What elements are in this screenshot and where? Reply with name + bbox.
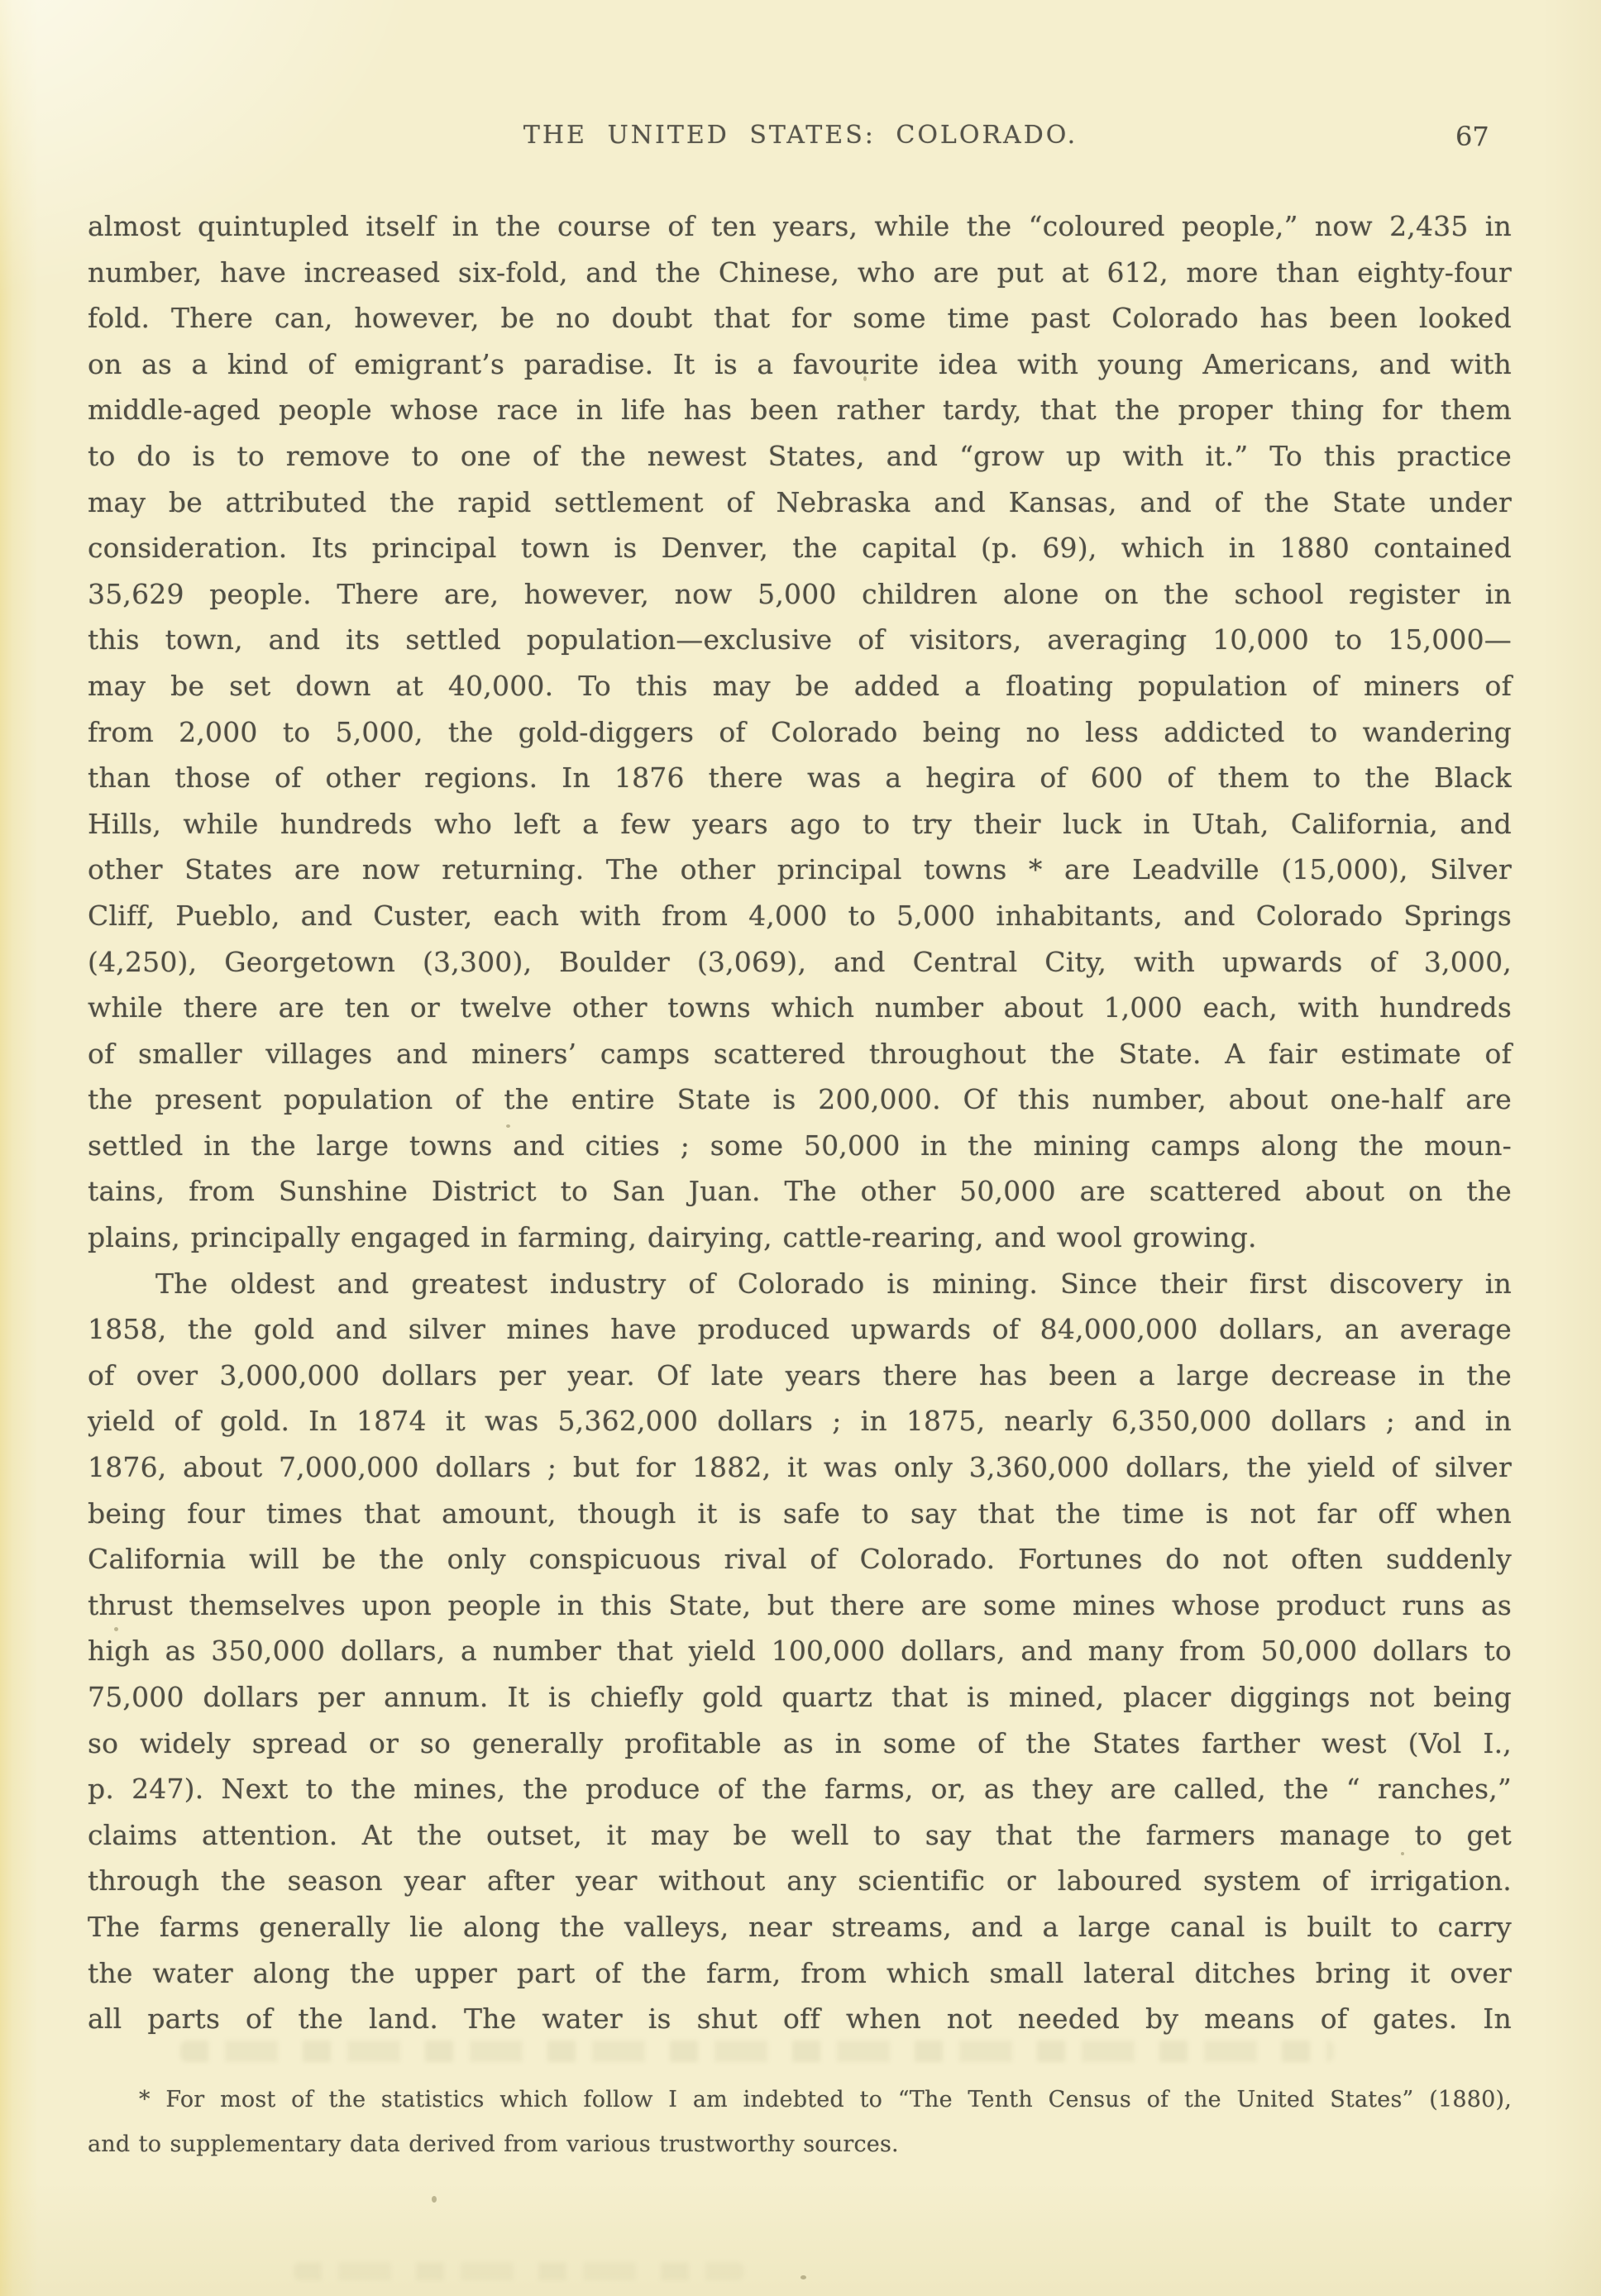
body-text-line: high as 350,000 dollars, a number that yield 100,000 dollars, and many from 50,000 dollars to (88, 1635, 1512, 1668)
body-text-line: The oldest and greatest industry of Colorado is mining. Since their first discovery in (155, 1267, 1512, 1300)
body-text-line: the present population of the entire State is 200,000. Of this number, about one-half are (88, 1083, 1512, 1116)
body-text-line: 75,000 dollars per annum. It is chiefly gold quartz that is mined, placer diggings not being (88, 1681, 1512, 1713)
ink-bleedthrough-band (180, 2041, 1334, 2062)
body-text-line: plains, principally engaged in farming, dairying, cattle-rearing, and wool growing. (88, 1221, 1257, 1254)
paper-speck (800, 2275, 806, 2279)
running-head: THE UNITED STATES: COLORADO. (523, 121, 1078, 150)
body-text-line: on as a kind of emigrant’s paradise. It is a favourite idea with young Americans, and with (88, 347, 1512, 380)
body-text-line: from 2,000 to 5,000, the gold-diggers of Colorado being no less addicted to wandering (88, 715, 1512, 748)
footnote-line: and to supplementary data derived from various trustworthy sources. (88, 2131, 899, 2157)
body-text-line: Hills, while hundreds who left a few years ago to try their luck in Utah, California, and (88, 807, 1512, 840)
body-text-line: this town, and its settled population—exclusive of visitors, averaging 10,000 to 15,000— (88, 623, 1512, 656)
body-text-block (88, 203, 1512, 2042)
body-text-line: consideration. Its principal town is Denver, the capital (p. 69), which in 1880 contained (88, 532, 1512, 565)
page-number: 67 (1455, 121, 1489, 152)
body-text-line: (4,250), Georgetown (3,300), Boulder (3,069), and Central City, with upwards of 3,000, (88, 945, 1512, 978)
ink-bleedthrough-band (294, 2262, 744, 2280)
body-text-line: 35,629 people. There are, however, now 5,000 children alone on the school register in (88, 577, 1512, 610)
body-text-line: California will be the only conspicuous rival of Colorado. Fortunes do not often suddenly (88, 1543, 1512, 1576)
body-text-line: fold. There can, however, be no doubt that for some time past Colorado has been looked (88, 302, 1512, 335)
body-text-line: of over 3,000,000 dollars per year. Of late years there has been a large decrease in the (88, 1358, 1512, 1391)
paper-speck (863, 376, 867, 381)
body-text-line: may be set down at 40,000. To this may be added a floating population of miners of (88, 669, 1512, 702)
body-text-line: p. 247). Next to the mines, the produce of the farms, or, as they are called, the “ ranches,” (88, 1773, 1512, 1806)
body-text-line: so widely spread or so generally profitable as in some of the States farther west (Vol I., (88, 1726, 1512, 1759)
footnote-line: * For most of the statistics which follow I am indebted to “The Tenth Census of the United States” (1880), (139, 2087, 1512, 2112)
body-text-line: may be attributed the rapid settlement of Nebraska and Kansas, and of the State under (88, 485, 1512, 518)
body-text-line: claims attention. At the outset, it may be well to say that the farmers manage to get (88, 1818, 1512, 1851)
body-text-line: 1858, the gold and silver mines have produced upwards of 84,000,000 dollars, an average (88, 1313, 1512, 1346)
body-text-line: all parts of the land. The water is shut off when not needed by means of gates. In (88, 2002, 1512, 2036)
body-text-line: number, have increased six-fold, and the Chinese, who are put at 612, more than eighty-four (88, 255, 1512, 289)
paper-speck (506, 1124, 510, 1128)
body-text-line: The farms generally lie along the valleys, near streams, and a large canal is built to carry (88, 1910, 1512, 1943)
body-text-line: yield of gold. In 1874 it was 5,362,000 dollars ; in 1875, nearly 6,350,000 dollars ; and in (88, 1405, 1512, 1438)
body-text-line: tains, from Sunshine District to San Juan. The other 50,000 are scattered about on the (88, 1175, 1512, 1208)
footnote-block (88, 2078, 1512, 2167)
body-text-line: Cliff, Pueblo, and Custer, each with from 4,000 to 5,000 inhabitants, and Colorado Springs (88, 899, 1512, 932)
paper-speck (114, 1627, 118, 1631)
body-text-line: through the season year after year without any scientific or laboured system of irrigation. (88, 1864, 1512, 1897)
body-text-line: other States are now returning. The other principal towns * are Leadville (15,000), Silver (88, 853, 1512, 886)
body-text-line: while there are ten or twelve other towns which number about 1,000 each, with hundreds (88, 991, 1512, 1024)
paper-speck (1401, 1852, 1404, 1855)
body-text-line: to do is to remove to one of the newest States, and “grow up with it.” To this practice (88, 439, 1512, 472)
body-text-line: being four times that amount, though it is safe to say that the time is not far off when (88, 1496, 1512, 1530)
paper-speck (432, 2196, 437, 2203)
body-text-line: 1876, about 7,000,000 dollars ; but for 1882, it was only 3,360,000 dollars, the yield of silver (88, 1451, 1512, 1484)
body-text-line: than those of other regions. In 1876 there was a hegira of 600 of them to the Black (88, 761, 1512, 795)
body-text-line: of smaller villages and miners’ camps scattered throughout the State. A fair estimate of (88, 1037, 1512, 1070)
body-text-line: middle-aged people whose race in life has been rather tardy, that the proper thing for them (88, 394, 1512, 427)
body-text-line: thrust themselves upon people in this State, but there are some mines whose product runs as (88, 1588, 1512, 1621)
body-text-line: the water along the upper part of the farm, from which small lateral ditches bring it over (88, 1956, 1512, 1989)
body-text-line: settled in the large towns and cities ; some 50,000 in the mining camps along the moun- (88, 1129, 1512, 1162)
body-text-line: almost quintupled itself in the course of ten years, while the “coloured people,” now 2,435 in (88, 210, 1512, 242)
